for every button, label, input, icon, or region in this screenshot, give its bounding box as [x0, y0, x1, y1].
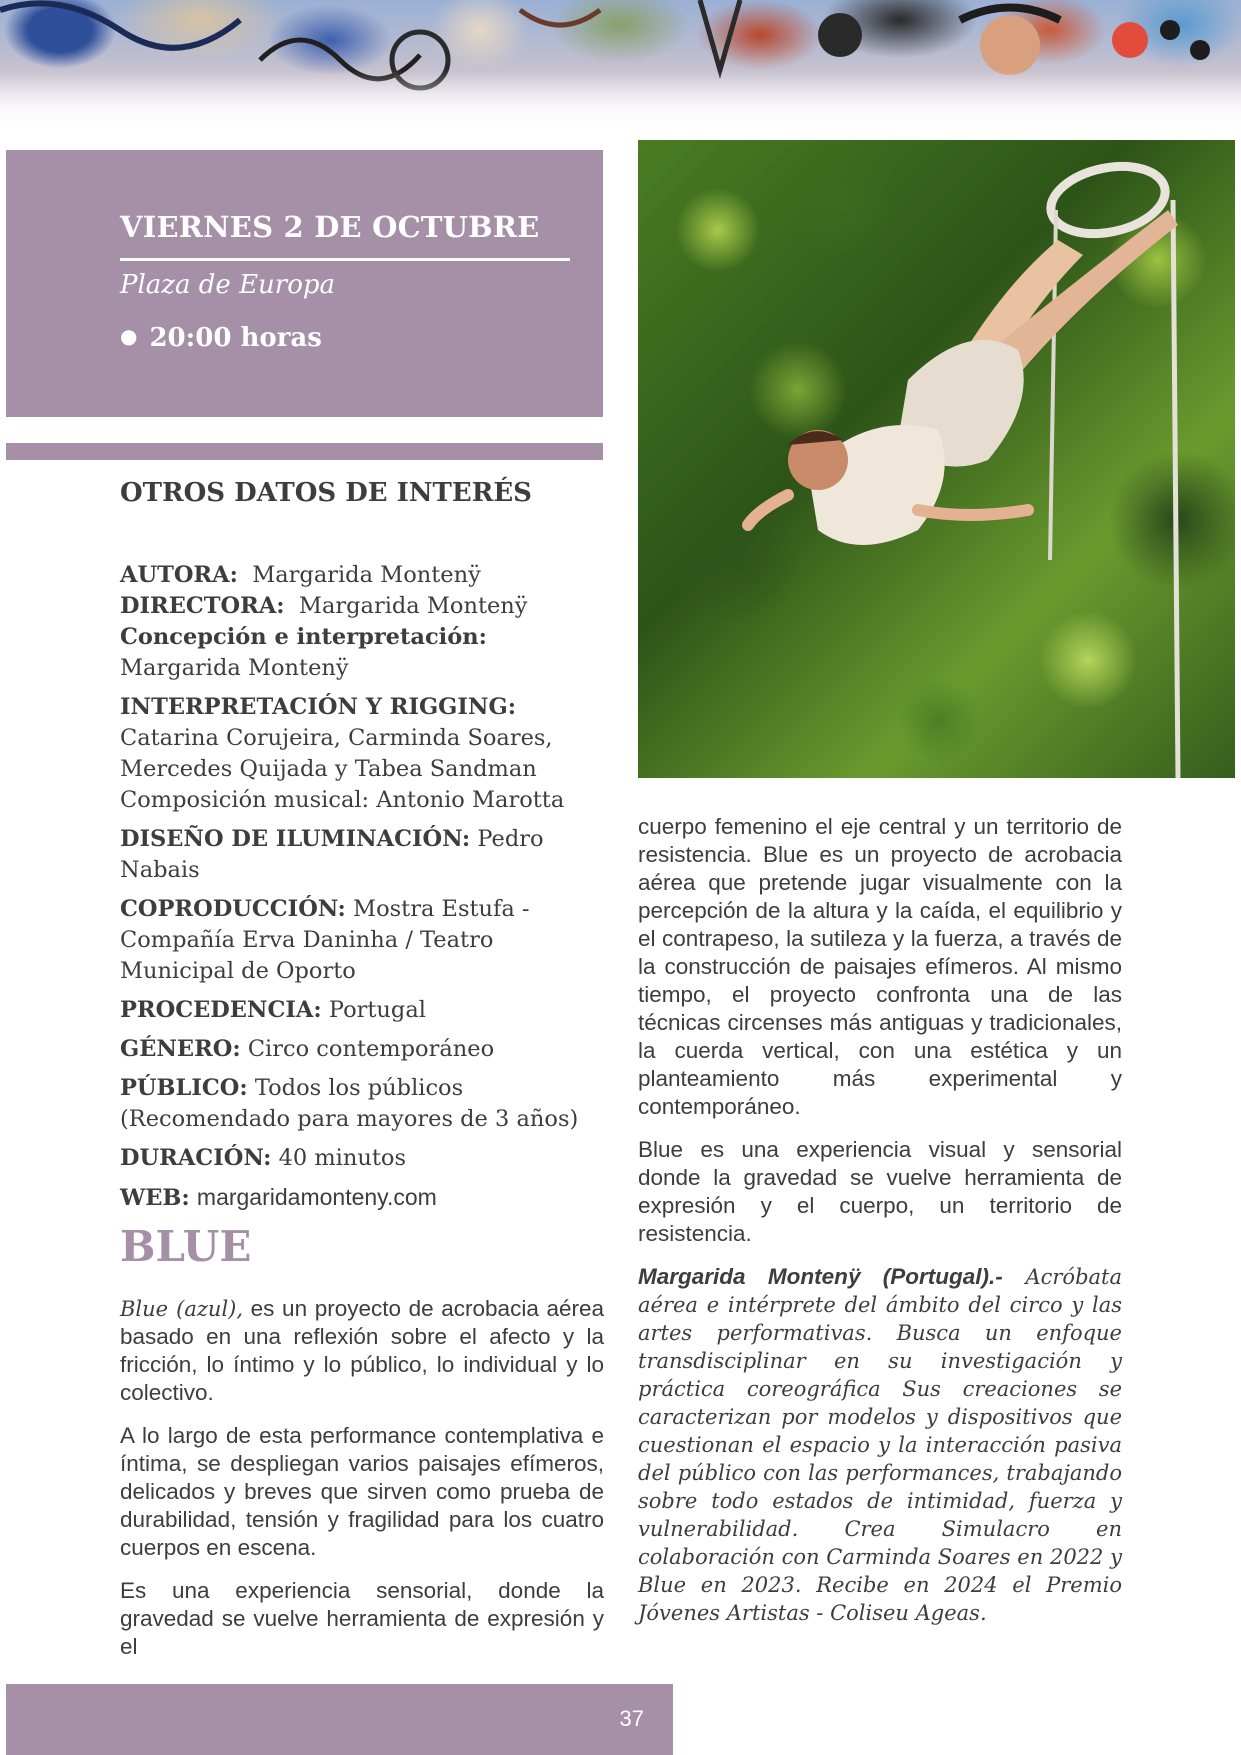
page-footer [6, 1684, 673, 1755]
credit-item [120, 560, 610, 591]
credit-label: WEB: [120, 1185, 190, 1211]
event-date-block [6, 150, 603, 417]
artist-bio [638, 1263, 1122, 1627]
credit-value: Margarida Montenÿ [298, 593, 528, 619]
credit-label: PÚBLICO: [120, 1075, 248, 1101]
credit-label: Concepción e interpretación: [120, 624, 487, 650]
paragraph: cuerpo femenino el eje central y un territorio de resistencia. Blue es un proyecto de acrobacia aérea que pretende jugar visualmente con la percepción de la altura y la caída, el equilibrio y el contrapeso, la sutileza y la fuerza, a través de la construcción de paisajes efímeros. Al mismo tiempo, el proyecto confronta una de las técnicas circenses más antiguas y tradicionales, la cuerda vertical, con una estética y un planteamiento más experimental y contemporáneo. [638, 814, 1122, 1119]
header-mural-image [0, 0, 1241, 135]
bio-name: Margarida Montenÿ (Portugal).- [638, 1264, 1003, 1289]
credit-item [120, 1034, 610, 1065]
credit-item [120, 824, 610, 886]
event-time-label: 20:00 horas [149, 323, 322, 353]
website-link[interactable]: margaridamonteny.com [196, 1184, 437, 1210]
page-number: 37 [619, 1706, 644, 1731]
credit-value: Catarina Corujeira, Carminda Soares, Mercedes Quijada y Tabea Sandman Composición musical: Antonio Marotta [120, 725, 565, 813]
bullet-icon: ● [120, 324, 138, 348]
credit-item [120, 622, 610, 684]
paragraph [120, 1295, 604, 1407]
intro-text: es un proyecto de acrobacia aérea basado en una reflexión sobre el afecto y la fricción, lo íntimo y lo público, lo individual y lo colectivo. [120, 1296, 604, 1405]
description-left [120, 1295, 604, 1676]
credit-value: Circo contemporáneo [247, 1036, 495, 1062]
event-place: Plaza de Europa [120, 270, 336, 300]
intro-italic: Blue (azul), [120, 1297, 244, 1321]
credit-label: DISEÑO DE ILUMINACIÓN: [120, 826, 471, 852]
credit-value: Mostra Estufa - Compañía Erva Daninha / Teatro Municipal de Oporto [120, 896, 530, 984]
credit-label: AUTORA: [120, 562, 238, 588]
credit-label: PROCEDENCIA: [120, 997, 322, 1023]
performer-illustration [638, 140, 1235, 778]
paragraph: Es una experiencia sensorial, donde la gravedad se vuelve herramienta de expresión y el [120, 1578, 604, 1659]
credit-label: DIRECTORA: [120, 593, 285, 619]
event-date: VIERNES 2 DE OCTUBRE [120, 210, 540, 244]
paragraph: A lo largo de esta performance contemplativa e íntima, se despliegan varios paisajes efímeros, delicados y breves que sirven como prueba de durabilidad, tensión y fragilidad para los cuatro cuerpos en escena. [120, 1423, 604, 1560]
paragraph: Blue es una experiencia visual y sensorial donde la gravedad se vuelve herramienta de expresión y el cuerpo, un territorio de resistencia. [638, 1137, 1122, 1246]
credit-item [120, 894, 610, 987]
aerial-performer-photo [638, 140, 1235, 778]
credit-item [120, 1143, 610, 1174]
info-heading: OTROS DATOS DE INTERÉS [120, 478, 532, 508]
credit-item [120, 1073, 610, 1135]
credit-value: Margarida Montenÿ [120, 655, 349, 681]
credit-item [120, 1182, 610, 1214]
credit-label: GÉNERO: [120, 1036, 241, 1062]
credit-value: Portugal [328, 997, 426, 1023]
credit-value: Todos los públicos (Recomendado para mayores de 3 años) [120, 1075, 579, 1132]
credit-label: INTERPRETACIÓN Y RIGGING: [120, 694, 517, 720]
credit-item [120, 995, 610, 1026]
description-right [638, 813, 1122, 1627]
credit-value: 40 minutos [278, 1145, 406, 1171]
credit-label: DURACIÓN: [120, 1145, 272, 1171]
section-divider-bar [6, 443, 603, 460]
event-time [120, 323, 322, 353]
bio-text: Acróbata aérea e intérprete del ámbito del circo y las artes performativas. Busca un enfoque transdisciplinar en su investigación y práctica coreográfica Sus creaciones se caracterizan por modelos y dispositivos que cuestionan el espacio y la interacción pasiva del público con las performances, trabajando sobre todo estados de intimidad, fuerza y vulnerabilidad. Crea Simulacro en colaboración con Carminda Soares en 2022 y Blue en 2023. Recibe en 2024 el Premio Jóvenes Artistas - Coliseu Ageas. [638, 1265, 1122, 1625]
credits-list [120, 560, 610, 1222]
credit-item [120, 692, 610, 816]
credit-value: Margarida Montenÿ [252, 562, 481, 588]
show-title: BLUE [120, 1222, 252, 1271]
date-divider [120, 258, 570, 261]
credit-value: Pedro Nabais [120, 826, 544, 883]
mural-fade [0, 70, 1241, 135]
credit-item [120, 591, 610, 622]
credit-label: COPRODUCCIÓN: [120, 896, 346, 922]
